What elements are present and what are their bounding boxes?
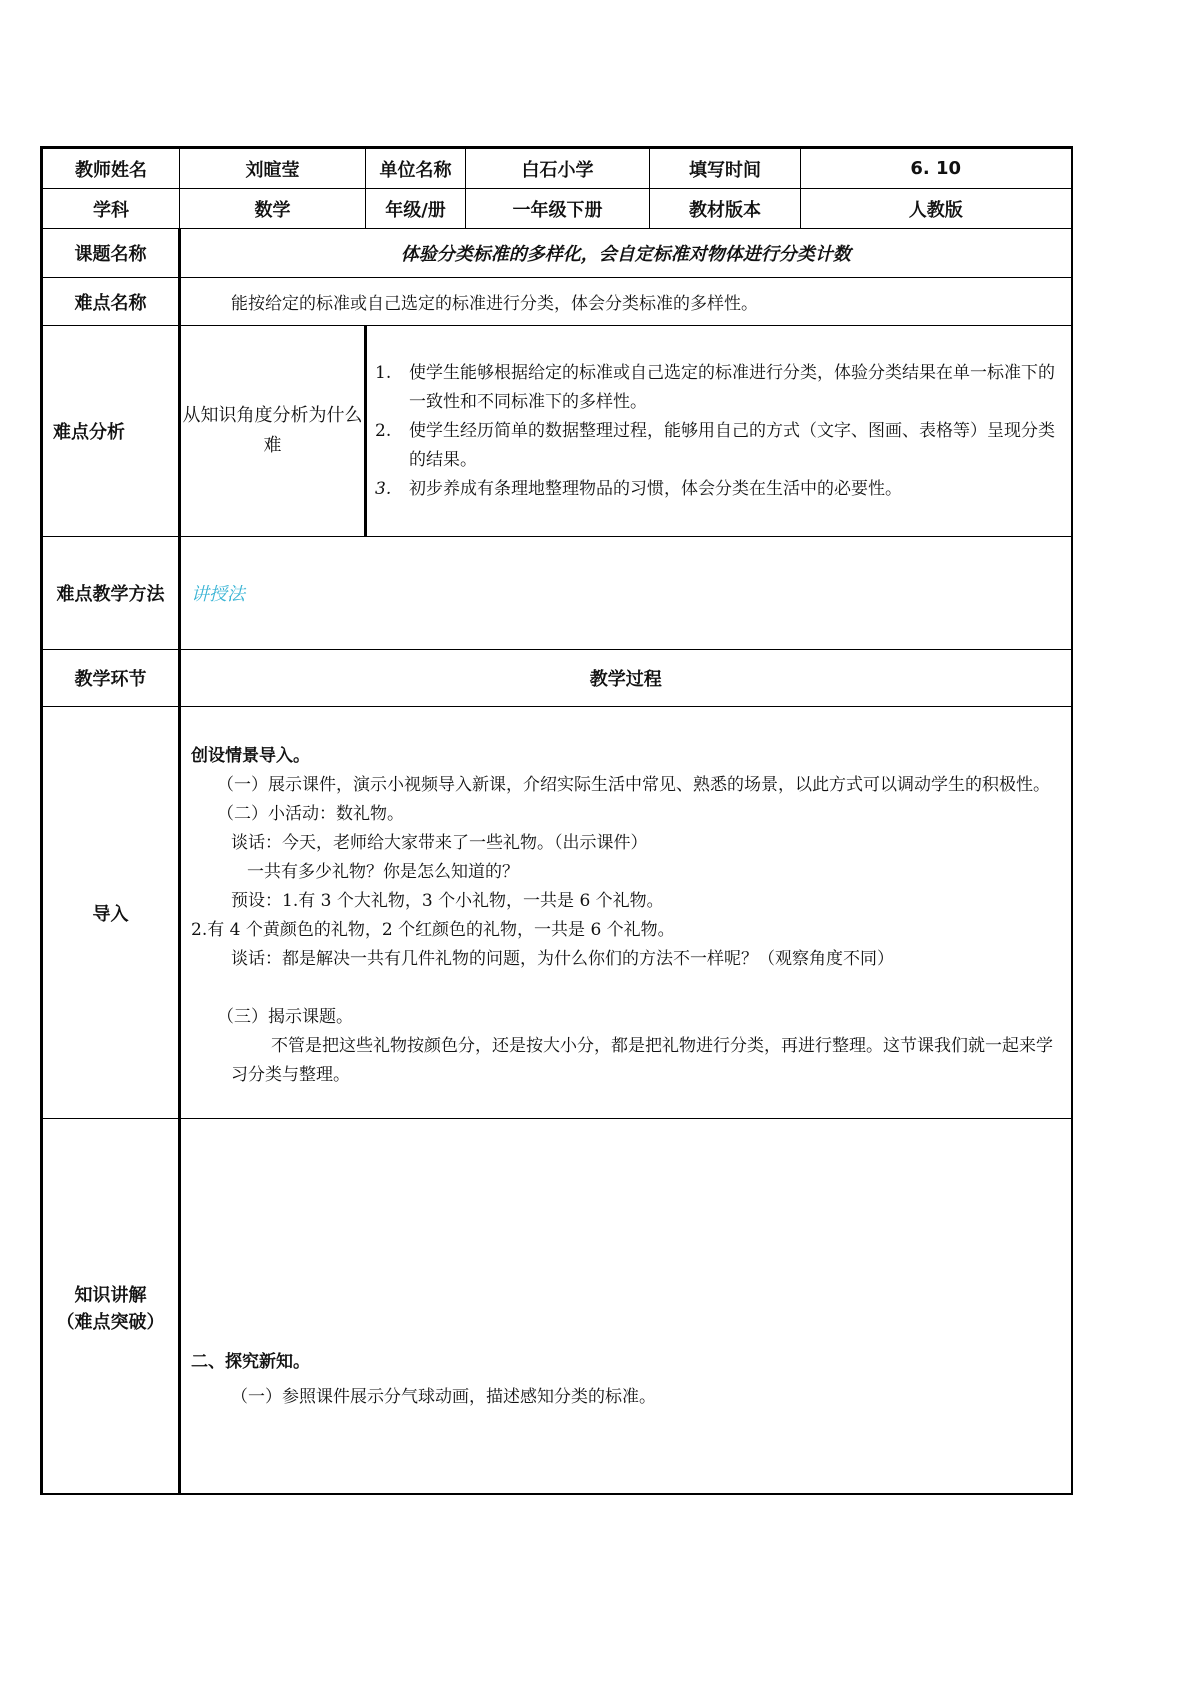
intro-paragraph: 不管是把这些礼物按颜色分，还是按大小分，都是把礼物进行分类，再进行整理。这节课我们就一起来学习分类与整理。 <box>231 1035 1053 1085</box>
analysis-sub-label: 从知识角度分析为什么难 <box>180 326 366 537</box>
intro-paragraph: （二）小活动：数礼物。 <box>217 803 404 824</box>
process-stage-label: 教学环节 <box>42 650 180 707</box>
topic-value: 体验分类标准的多样化，会自定标准对物体进行分类计数 <box>180 229 1072 278</box>
intro-paragraph: 2.有 4 个黄颜色的礼物，2 个红颜色的礼物，一共是 6 个礼物。 <box>191 919 675 940</box>
knowledge-label-line-1: 知识讲解 <box>74 1285 147 1306</box>
goal-number: 3. <box>375 478 392 499</box>
grade-value: 一年级下册 <box>466 189 650 229</box>
intro-paragraph: 预设：1.有 3 个大礼物，3 个小礼物，一共是 6 个礼物。 <box>231 890 664 911</box>
method-row <box>42 537 1072 650</box>
intro-content <box>180 707 1072 1119</box>
topic-row <box>42 229 1072 278</box>
analysis-label: 难点分析 <box>42 326 180 537</box>
goal-text: 使学生经历简单的数据整理过程，能够用自己的方式（文字、图画、表格等）呈现分类的结果。 <box>409 420 1055 470</box>
intro-paragraph: 谈话：今天，老师给大家带来了一些礼物。（出示课件） <box>231 832 648 853</box>
date-value: 6. 10 <box>801 148 1072 189</box>
analysis-row <box>42 326 1072 537</box>
topic-label: 课题名称 <box>42 229 180 278</box>
goal-item <box>375 417 1061 475</box>
goal-text: 使学生能够根据给定的标准或自己选定的标准进行分类，体验分类结果在单一标准下的一致性和不同标准下的多样性。 <box>409 362 1055 412</box>
intro-paragraph: （三）揭示课题。 <box>217 1006 353 1027</box>
grade-label: 年级/册 <box>366 189 466 229</box>
intro-label: 导入 <box>42 707 180 1119</box>
knowledge-label-line-2: （难点突破） <box>56 1312 165 1333</box>
subject-value: 数学 <box>180 189 366 229</box>
goal-item <box>375 359 1061 417</box>
spacer <box>191 974 1061 1003</box>
header-row-2 <box>42 189 1072 229</box>
analysis-goals <box>366 326 1072 537</box>
process-header-value: 教学过程 <box>180 650 1072 707</box>
intro-paragraph: （一）展示课件，演示小视频导入新课，介绍实际生活中常见、熟悉的场景，以此方式可以调动学生的积极性。 <box>217 774 1050 795</box>
teacher-name-label: 教师姓名 <box>42 148 180 189</box>
knowledge-label <box>42 1119 180 1495</box>
subject-label: 学科 <box>42 189 180 229</box>
method-value: 讲授法 <box>180 537 1072 650</box>
intro-heading: 创设情景导入。 <box>191 745 310 766</box>
process-header-row <box>42 650 1072 707</box>
goal-text: 初步养成有条理地整理物品的习惯，体会分类在生活中的必要性。 <box>409 478 902 499</box>
difficulty-label: 难点名称 <box>42 278 180 326</box>
difficulty-value: 能按给定的标准或自己选定的标准进行分类，体会分类标准的多样性。 <box>180 278 1072 326</box>
header-row-1 <box>42 148 1072 189</box>
goal-number: 2. <box>375 420 392 441</box>
knowledge-content <box>180 1119 1072 1495</box>
intro-row <box>42 707 1072 1119</box>
knowledge-row <box>42 1119 1072 1495</box>
intro-paragraph: 一共有多少礼物？你是怎么知道的？ <box>247 861 519 882</box>
knowledge-heading: 二、探究新知。 <box>191 1352 310 1372</box>
knowledge-paragraph: （一）参照课件展示分气球动画，描述感知分类的标准。 <box>231 1387 656 1407</box>
school-label: 单位名称 <box>366 148 466 189</box>
difficulty-row <box>42 278 1072 326</box>
date-label: 填写时间 <box>650 148 801 189</box>
school-value: 白石小学 <box>466 148 650 189</box>
edition-label: 教材版本 <box>650 189 801 229</box>
lesson-plan-table <box>40 146 1073 1495</box>
goal-item <box>375 475 1061 504</box>
edition-value: 人教版 <box>801 189 1072 229</box>
teacher-name-value: 刘暄莹 <box>180 148 366 189</box>
method-label: 难点教学方法 <box>42 537 180 650</box>
goal-number: 1. <box>375 362 392 383</box>
intro-paragraph: 谈话：都是解决一共有几件礼物的问题，为什么你们的方法不一样呢？（观察角度不同） <box>231 948 894 969</box>
lesson-plan-sheet <box>40 146 1070 1495</box>
